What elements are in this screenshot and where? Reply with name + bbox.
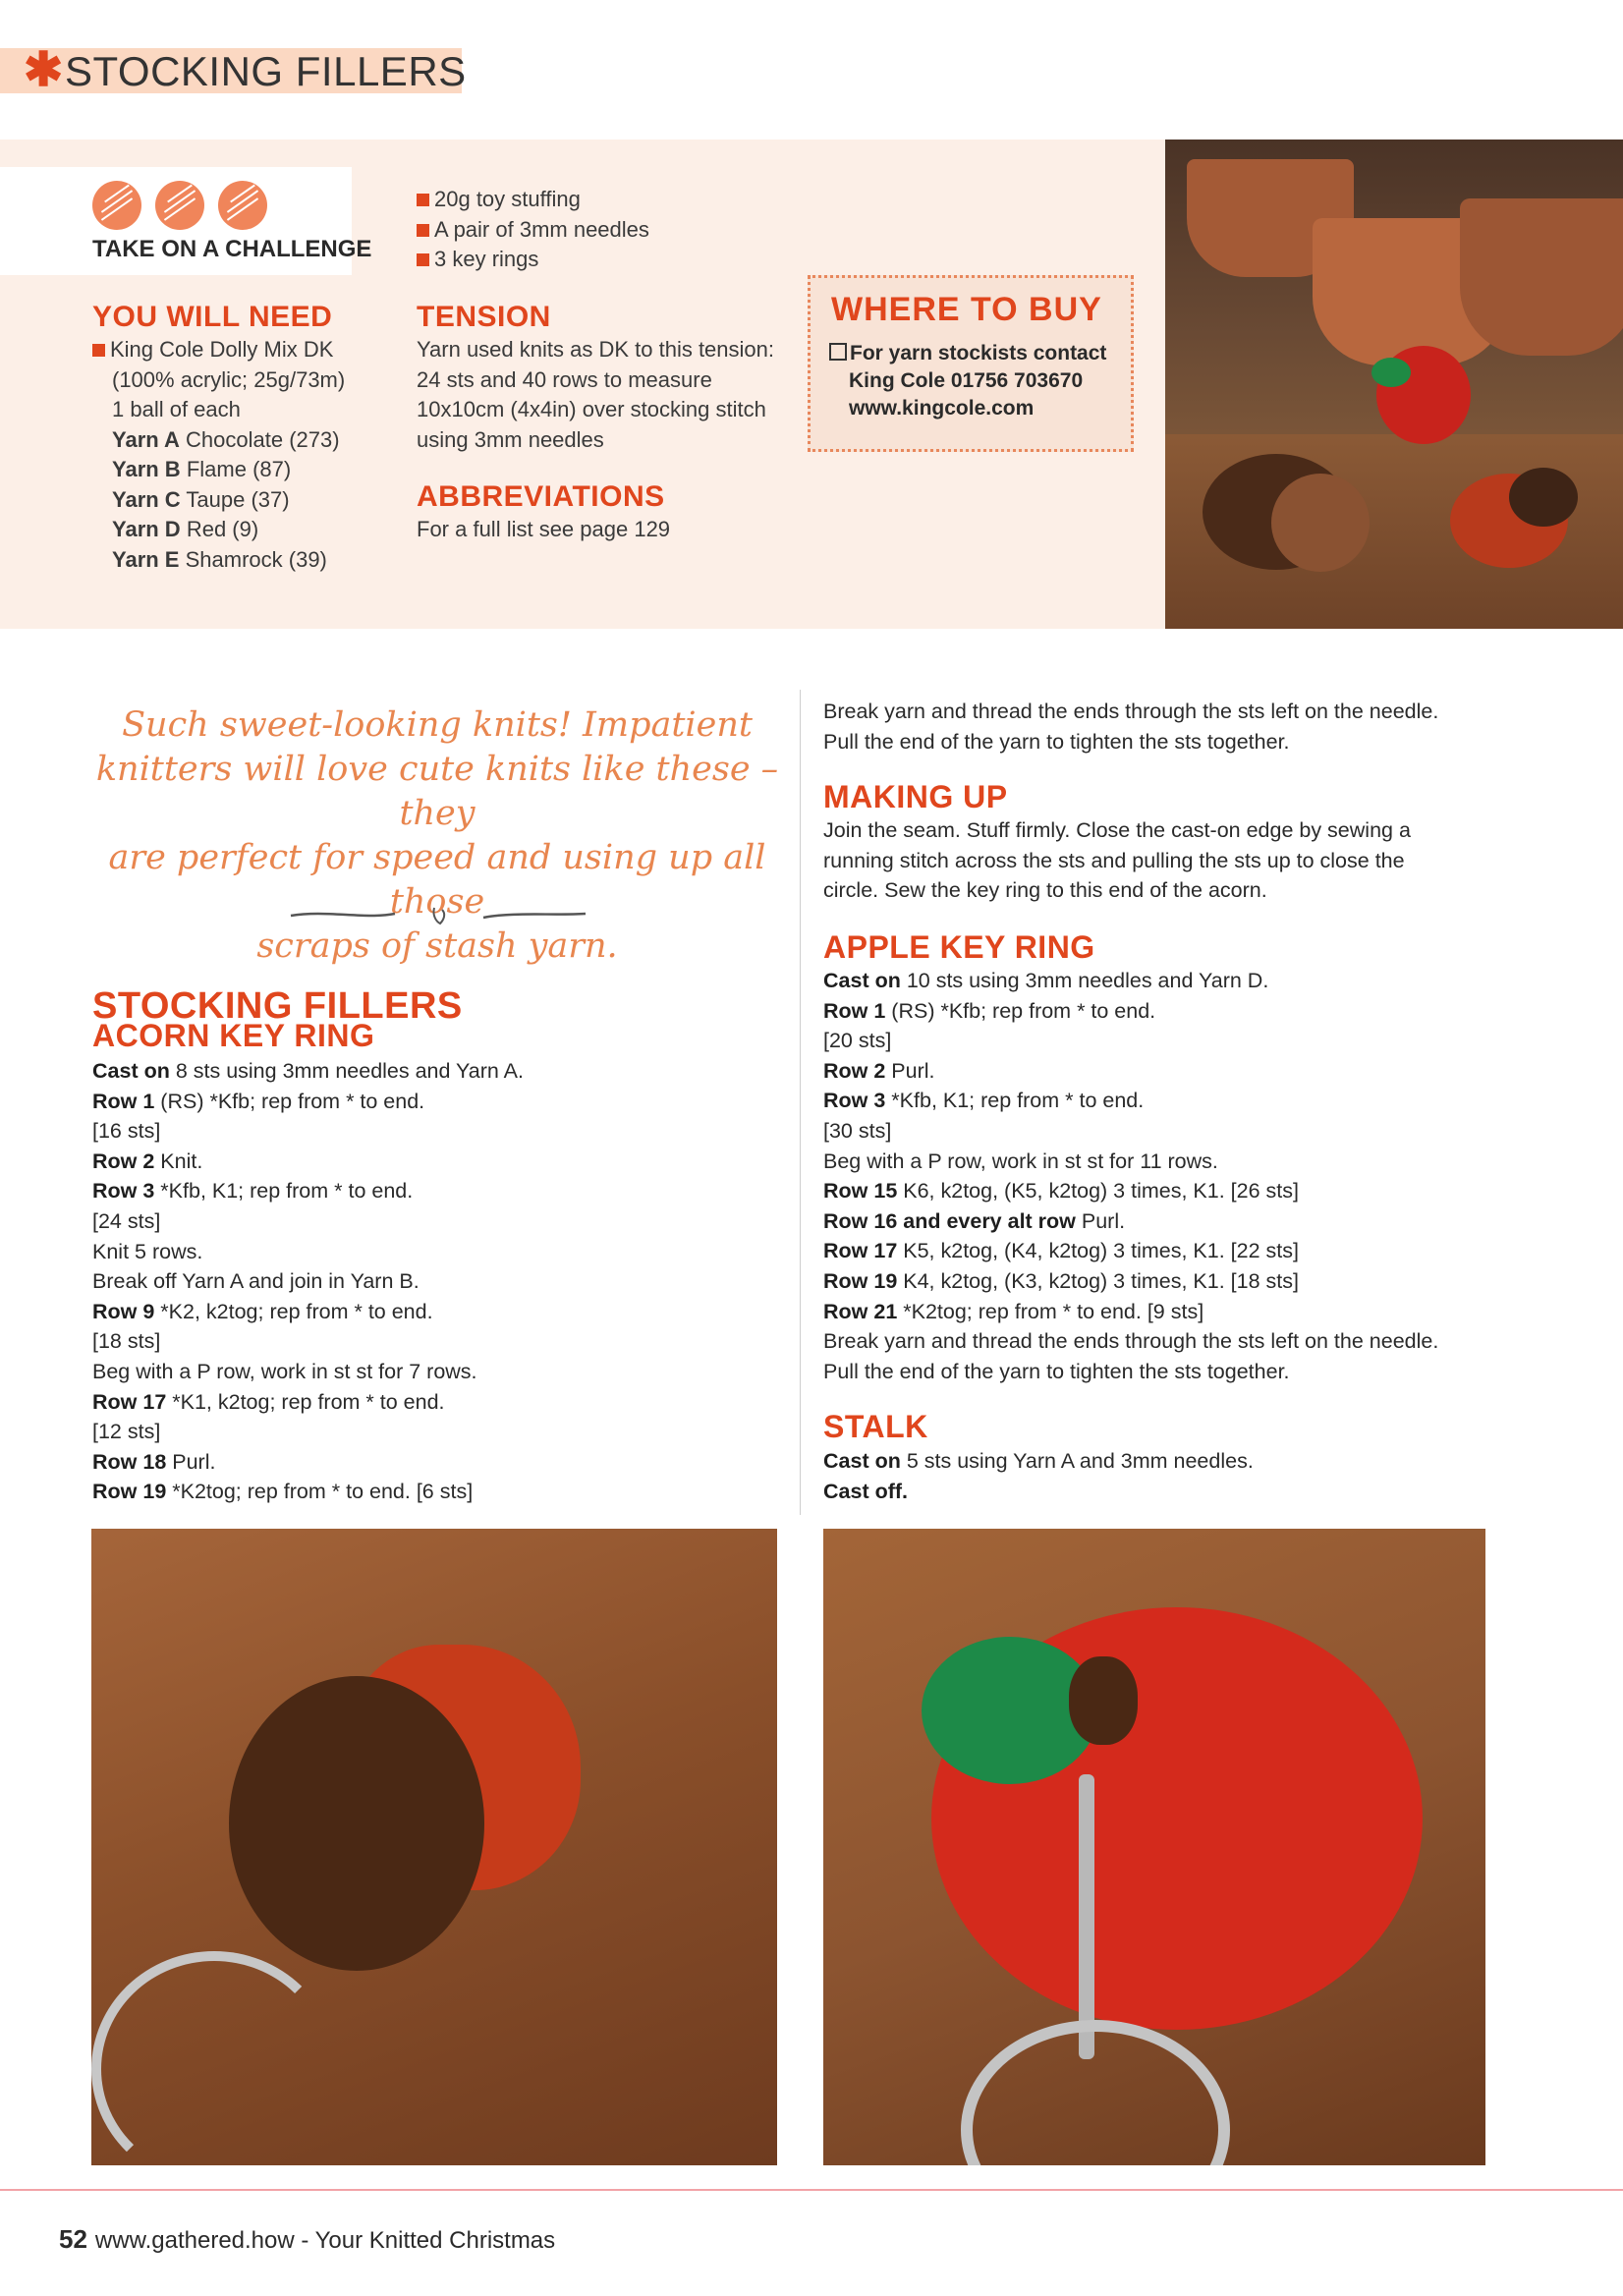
- instruction-row: Row 16 and every alt row Purl.: [823, 1208, 1126, 1233]
- tension-text: Yarn used knits as DK to this tension: 24 sts and 40 rows to measure 10x10cm (4x4in) over stocking stitch using 3mm needles: [417, 337, 774, 452]
- footer: [59, 2224, 555, 2255]
- instruction-row: Break off Yarn A and join in Yarn B.: [92, 1269, 420, 1294]
- instruction-row: Row 15 K6, k2tog, (K5, k2tog) 3 times, K1. [26 sts]: [823, 1179, 1299, 1204]
- footer-rule: [0, 2189, 1623, 2191]
- where-to-buy-text: For yarn stockists contact King Cole 01756 703670 www.kingcole.com: [829, 340, 1106, 422]
- making-up-text: Join the seam. Stuff firmly. Close the cast-on edge by sewing a running stitch across the sts and pulling the sts up to close the circle. Sew the key ring to this end of the acorn.: [823, 818, 1411, 903]
- instruction-row: Cast off.: [823, 1479, 908, 1503]
- making-up-heading: MAKING UP: [823, 779, 1008, 814]
- column-divider: [800, 690, 801, 1515]
- asterisk-icon: ✱: [24, 44, 64, 96]
- you-will-need-list: King Cole Dolly Mix DK (100% acrylic; 25g/73m) 1 ball of each Yarn A Chocolate (273) Yarn B Flame (87) Yarn C Taupe (37) Yarn D Red (9) Yarn E Shamrock (39): [92, 335, 387, 575]
- apple-photo: [823, 1529, 1485, 2165]
- difficulty-label: TAKE ON A CHALLENGE: [92, 236, 372, 262]
- yarn-line: Yarn C Taupe (37): [112, 486, 290, 512]
- yarn-ball-icon: [218, 181, 267, 230]
- instruction-row: Row 9 *K2, k2tog; rep from * to end.: [92, 1299, 433, 1323]
- instruction-row: Cast on 8 sts using 3mm needles and Yarn A.: [92, 1059, 524, 1083]
- instruction-row: Cast on 10 sts using 3mm needles and Yarn D.: [823, 969, 1269, 992]
- instruction-row: Row 2 Purl.: [823, 1058, 935, 1083]
- yarn-line: Yarn A Chocolate (273): [112, 426, 340, 452]
- section-title: STOCKING FILLERS: [65, 48, 467, 94]
- flourish-divider: [287, 896, 591, 935]
- abbreviations-heading: ABBREVIATIONS: [417, 480, 665, 513]
- yarn-line: Yarn D Red (9): [112, 517, 259, 541]
- yarn-ball-icon: [92, 181, 141, 230]
- tension-heading: TENSION: [417, 301, 551, 333]
- instruction-row: Row 2 Knit.: [92, 1148, 203, 1173]
- instruction-row: Knit 5 rows.: [92, 1239, 203, 1263]
- checkbox-icon: [829, 343, 847, 361]
- acorn-instructions: [92, 1056, 780, 1507]
- instruction-row: [12 sts]: [92, 1420, 161, 1444]
- acorn-heading: ACORN KEY RING: [92, 1018, 375, 1053]
- instruction-row: Row 3 *Kfb, K1; rep from * to end.: [823, 1089, 1145, 1113]
- apple-heading: APPLE KEY RING: [823, 929, 1095, 965]
- yarn-ball-icon: [155, 181, 204, 230]
- instruction-row: Row 1 (RS) *Kfb; rep from * to end.: [823, 998, 1156, 1023]
- instruction-row: Row 17 K5, k2tog, (K4, k2tog) 3 times, K1. [22 sts]: [823, 1239, 1299, 1263]
- instruction-row: Beg with a P row, work in st st for 11 rows.: [823, 1148, 1218, 1173]
- bullet-icon: [92, 344, 105, 357]
- instruction-row: [18 sts]: [92, 1329, 161, 1354]
- apple-instructions: [823, 966, 1609, 1386]
- footer-text: www.gathered.how - Your Knitted Christmas: [94, 2227, 556, 2254]
- instruction-row: [20 sts]: [823, 1029, 892, 1053]
- page-number: 52: [59, 2224, 87, 2254]
- extras-list: 20g toy stuffing A pair of 3mm needles 3 key rings: [417, 185, 731, 275]
- stalk-heading: STALK: [823, 1409, 928, 1444]
- instruction-row: Row 18 Purl.: [92, 1449, 216, 1474]
- acorn-photo: [91, 1529, 777, 2165]
- you-will-need-heading: YOU WILL NEED: [92, 301, 333, 333]
- instruction-row: Cast on 5 sts using Yarn A and 3mm needles.: [823, 1449, 1254, 1473]
- instruction-row: Row 21 *K2tog; rep from * to end. [9 sts]: [823, 1299, 1204, 1323]
- yarn-line: Yarn B Flame (87): [112, 457, 292, 481]
- instruction-row: Beg with a P row, work in st st for 7 rows.: [92, 1359, 477, 1383]
- yarn-line: Yarn E Shamrock (39): [112, 546, 327, 572]
- instruction-row: Row 19 *K2tog; rep from * to end. [6 sts]: [92, 1480, 474, 1504]
- keyrings-photo: [1165, 140, 1623, 629]
- instruction-row: [16 sts]: [92, 1119, 161, 1144]
- where-to-buy-heading: WHERE TO BUY: [831, 291, 1102, 328]
- instruction-row: Row 3 *Kfb, K1; rep from * to end.: [92, 1179, 414, 1204]
- pattern-title: STOCKING FILLERS: [92, 985, 463, 1027]
- instruction-row: Row 17 *K1, k2tog; rep from * to end.: [92, 1389, 445, 1414]
- abbreviations-text: For a full list see page 129: [417, 517, 671, 541]
- stalk-instructions: [823, 1446, 1609, 1506]
- instruction-row: Break yarn and thread the ends through the sts left on the needle.: [823, 1329, 1439, 1354]
- instruction-row: Row 1 (RS) *Kfb; rep from * to end.: [92, 1089, 425, 1113]
- instruction-row: Pull the end of the yarn to tighten the sts together.: [823, 1359, 1290, 1383]
- acorn-finish-text: Break yarn and thread the ends through the sts left on the needle. Pull the end of the yarn to tighten the sts together.: [823, 700, 1439, 754]
- instruction-row: Row 19 K4, k2tog, (K3, k2tog) 3 times, K1. [18 sts]: [823, 1268, 1299, 1293]
- intro-quote: Such sweet-looking knits! Impatient knitters will love cute knits like these – they are perfect for speed and using up all those scraps of stash yarn.: [95, 705, 779, 966]
- instruction-row: [24 sts]: [92, 1208, 161, 1233]
- instruction-row: [30 sts]: [823, 1118, 892, 1143]
